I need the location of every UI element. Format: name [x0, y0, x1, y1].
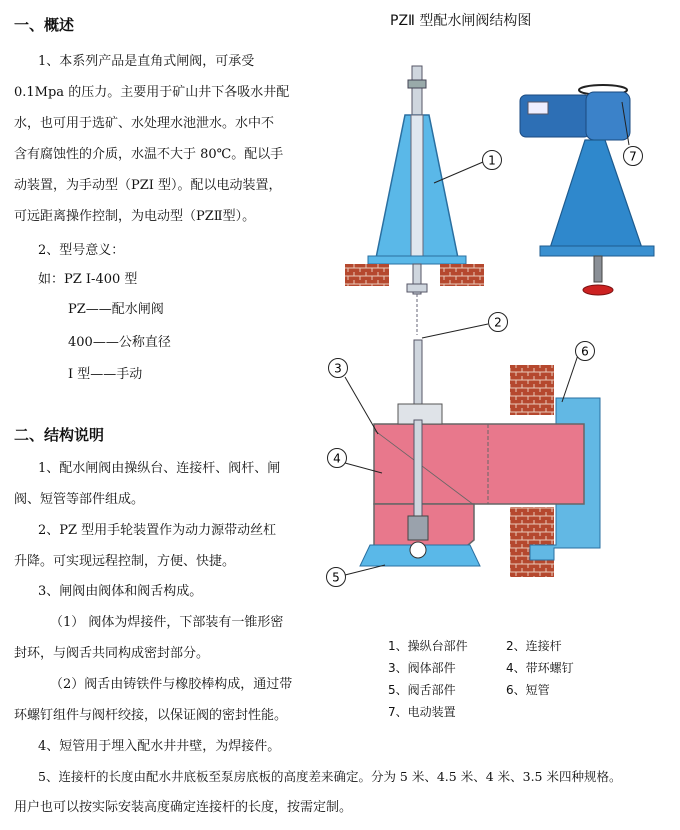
callout-3-label: 3	[334, 361, 342, 376]
callout-6	[576, 342, 595, 361]
section2-heading: 二、结构说明	[14, 426, 105, 444]
callout-2-label: 2	[494, 315, 502, 330]
section2-item2-line1: 2、PZ 型用手轮装置作为动力源带动丝杠	[38, 523, 277, 538]
section1-p1-line4: 含有腐蚀性的介质，水温不大于 80℃。配以手	[14, 147, 284, 162]
legend-item-3: 3、阀体部件	[388, 661, 456, 675]
legend-item-4: 4、带环螺钉	[506, 661, 574, 675]
section2-item3b-line2: 环螺钉组件与阀杆绞接，以保证阀的密封性能。	[14, 708, 288, 723]
model-def-400: 400——公称直径	[68, 335, 171, 350]
legend-item-5: 5、阀舌部件	[388, 683, 456, 697]
callout-4-label: 4	[333, 451, 341, 466]
callout-7-label: 7	[629, 149, 637, 164]
section2-item1-line2: 阀、短管等部件组成。	[14, 492, 145, 507]
section1-heading: 一、概述	[14, 16, 75, 34]
callout-5	[327, 568, 346, 587]
model-def-pz: PZ——配水闸阀	[68, 302, 164, 317]
callout-2	[489, 313, 508, 332]
section2-item5-line1: 5、连接杆的长度由配水井底板至泵房底板的高度差来确定。分为 5 米、4.5 米、4 米、3.5 米四种规格。	[38, 769, 622, 784]
section2-item5-line2: 用户也可以按实际安装高度确定连接杆的长度，按需定制。	[14, 800, 353, 815]
section2-item1-line1: 1、配水闸阀由操纵台、连接杆、阀杆、闸	[38, 461, 281, 476]
section2-item3a-line1: （1） 阀体为焊接件，下部装有一锥形密	[50, 615, 284, 630]
operating-platform	[345, 66, 484, 335]
section1-p2: 2、型号意义：	[38, 243, 125, 258]
valve-assembly	[360, 340, 600, 577]
section2-item3: 3、闸阀由阀体和阀舌构成。	[38, 584, 203, 599]
callout-6-label: 6	[581, 344, 589, 359]
model-def-i: I 型——手动	[68, 367, 143, 382]
section1-p1-line1: 1、本系列产品是直角式闸阀，可承受	[38, 54, 255, 69]
electric-actuator	[520, 85, 654, 295]
figure-title: PZⅡ 型配水闸阀结构图	[390, 13, 532, 29]
legend-item-2: 2、连接杆	[506, 639, 562, 653]
legend-item-1: 1、操纵台部件	[388, 639, 468, 653]
section2-item4: 4、短管用于埋入配水井井壁，为焊接件。	[38, 739, 281, 754]
section1-p1-line2: 0.1Mpa 的压力。主要用于矿山井下各吸水井配	[14, 85, 290, 100]
callout-3	[329, 359, 348, 378]
callout-1-label: 1	[488, 153, 496, 168]
section2-item2-line2: 升降。可实现远程控制，方便、快捷。	[14, 554, 236, 569]
callout-7	[624, 147, 643, 166]
callout-5-label: 5	[332, 570, 340, 585]
legend-item-6: 6、短管	[506, 683, 550, 697]
section2-item3b-line1: （2）阀舌由铸铁件与橡胶棒构成，通过带	[50, 677, 293, 692]
section2-item3a-line2: 封环，与阀舌共同构成密封部分。	[14, 646, 210, 661]
section1-p1-line3: 水，也可用于选矿、水处理水池泄水。水中不	[14, 116, 275, 131]
section1-p1-line6: 可远距离操作控制，为电动型（PZⅡ型）。	[14, 209, 256, 224]
callout-4	[328, 449, 347, 468]
callout-1	[483, 151, 502, 170]
section1-p1-line5: 动装置，为手动型（PZI 型）。配以电动装置，	[14, 178, 282, 193]
legend-item-7: 7、电动装置	[388, 705, 456, 719]
model-example: 如：PZ I-400 型	[38, 272, 138, 287]
